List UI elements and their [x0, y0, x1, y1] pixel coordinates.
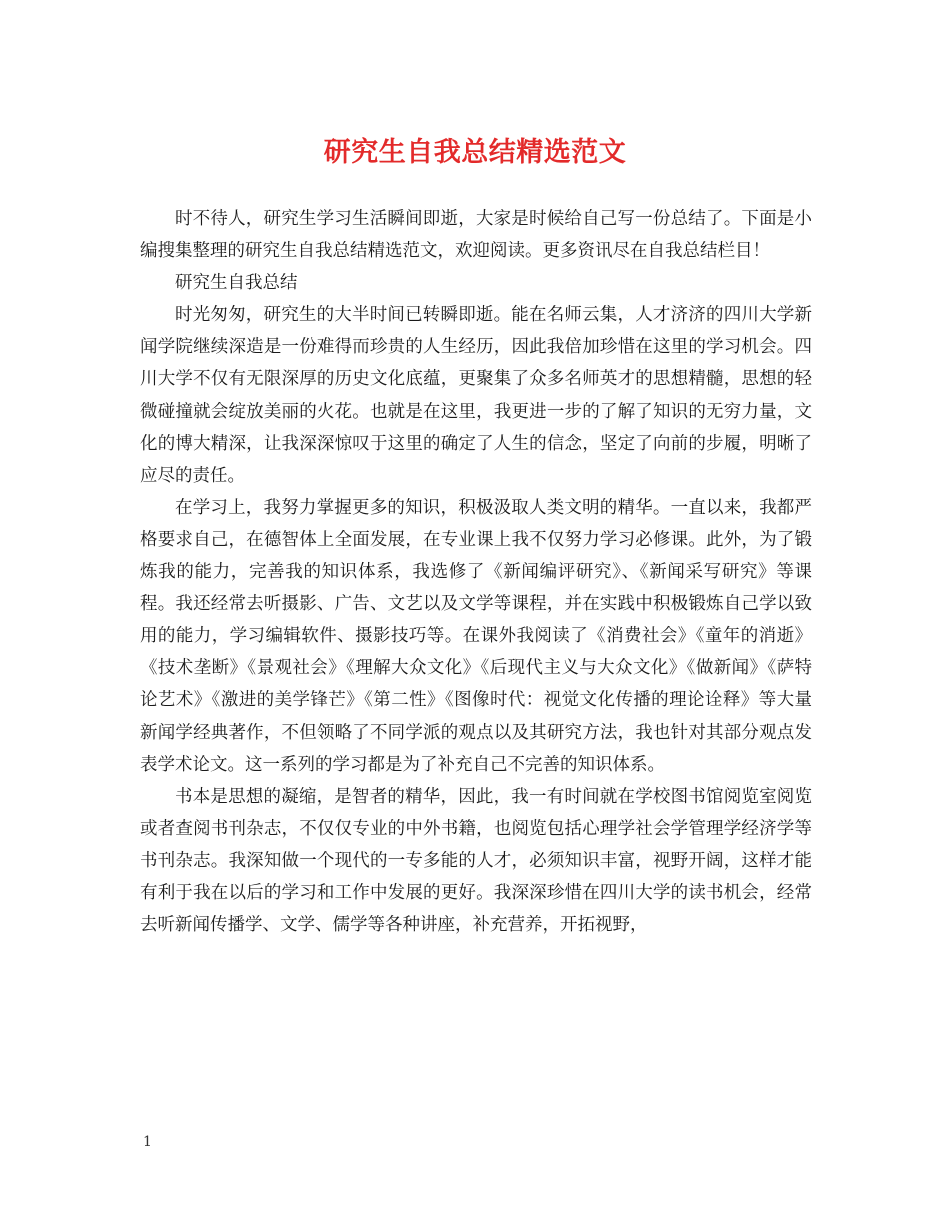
- body-paragraph: 在学习上，我努力掌握更多的知识，积极汲取人类文明的精华。一直以来，我都严格要求自己，在德智体上全面发展，在专业课上我不仅努力学习必修课。此外，为了锻炼我的能力，完善我的知识体系，我选修了《新闻编评研究》、《新闻采写研究》等课程。我还经常去听摄影、广告、文艺以及文学等课程，并在实践中积极锻炼自己学以致用的能力，学习编辑软件、摄影技巧等。在课外我阅读了《消费社会》《童年的消逝》《技术垄断》《景观社会》《理解大众文化》《后现代主义与大众文化》《做新闻》《萨特论艺术》《激进的美学锋芒》《第二性》《图像时代：视觉文化传播的理论诠释》等大量新闻学经典著作，不但领略了不同学派的观点以及其研究方法，我也针对其部分观点发表学术论文。这一系列的学习都是为了补充自己不完善的知识体系。: [140, 497, 812, 775]
- body-paragraph: 书本是思想的凝缩，是智者的精华，因此，我一有时间就在学校图书馆阅览室阅览或者查阅书刊杂志，不仅仅专业的中外书籍，也阅览包括心理学社会学管理学经济学等书刊杂志。我深知做一个现代的一专多能的人才，必须知识丰富，视野开阔，这样才能有利于我在以后的学习和工作中发展的更好。我深深珍惜在四川大学的读书机会，经常去听新闻传播学、文学、儒学等各种讲座，补充营养，开拓视野，: [140, 786, 812, 936]
- document-title: 研究生自我总结精选范文: [323, 137, 627, 168]
- page-number: 1: [143, 1134, 152, 1150]
- body-paragraph: 时光匆匆，研究生的大半时间已转瞬即逝。能在名师云集，人才济济的四川大学新闻学院继续深造是一份难得而珍贵的人生经历，因此我倍加珍惜在这里的学习机会。四川大学不仅有无限深厚的历史文化底蕴，更聚集了众多名师英才的思想精髓，思想的轻微碰撞就会绽放美丽的火花。也就是在这里，我更进一步的了解了知识的无穷力量，文化的博大精深，让我深深惊叹于这里的确定了人生的信念，坚定了向前的步履，明晰了应尽的责任。: [140, 305, 812, 486]
- document-body: [140, 203, 812, 941]
- section-heading: 研究生自我总结: [175, 273, 298, 294]
- intro-paragraph: 时不待人，研究生学习生活瞬间即逝，大家是时候给自己写一份总结了。下面是小编搜集整理的研究生自我总结精选范文，欢迎阅读。更多资讯尽在自我总结栏目！: [140, 209, 812, 262]
